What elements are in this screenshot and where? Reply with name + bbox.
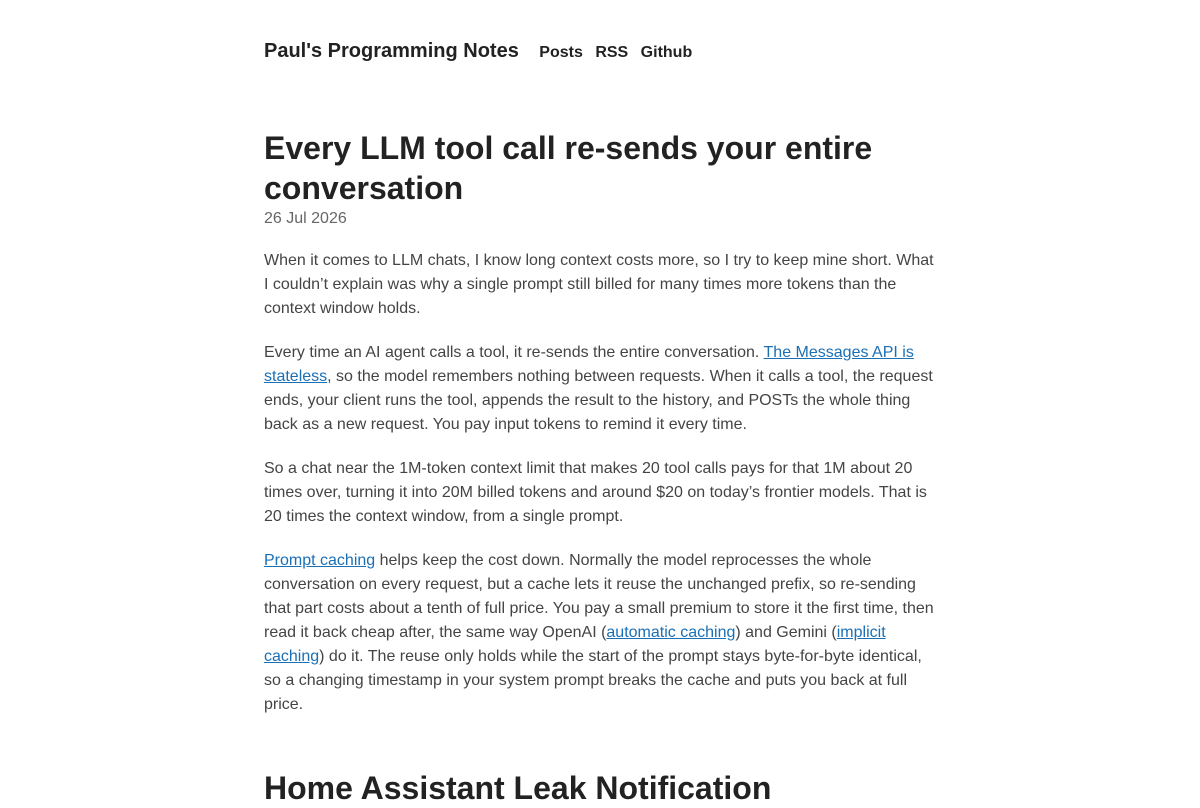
paragraph-3: So a chat near the 1M-token context limit that makes 20 tool calls pays for that 1M about 20 times over, turning it into 20M billed tokens and around $20 on today’s frontier models. That is 20 times the context window, from a single prompt.: [264, 460, 927, 525]
paragraph-4-text-a: helps keep the cost down. Normally the model reprocesses the whole conversation on every request, but a cache lets it reuse the unchanged prefix, so re-sending that part costs about a tenth of full price. You pay a small premium to store it the first time, then read it back cheap after, the same way OpenAI (: [264, 552, 934, 641]
nav-rss-link[interactable]: RSS: [595, 44, 629, 61]
paragraph-2-text-a: Every time an AI agent calls a tool, it re-sends the entire conversation.: [264, 344, 764, 361]
paragraph-2: [264, 341, 936, 437]
main-nav: [531, 44, 692, 61]
article-date: 26 Jul 2026: [264, 210, 347, 227]
paragraph-4: [264, 549, 936, 717]
nav-posts-link[interactable]: Posts: [539, 44, 583, 61]
article: [264, 128, 936, 717]
prompt-caching-link[interactable]: Prompt caching: [264, 552, 376, 569]
site-title-link[interactable]: Paul's Programming Notes: [264, 40, 519, 62]
implicit-caching-link[interactable]: implicit caching: [264, 624, 886, 665]
next-article-title: Home Assistant Leak Notification: [264, 770, 772, 806]
messages-api-stateless-link[interactable]: The Messages API is stateless: [264, 344, 914, 385]
site-header: [264, 40, 692, 63]
article-title: Every LLM tool call re-sends your entire conversation: [264, 130, 873, 206]
automatic-caching-link[interactable]: automatic caching: [606, 624, 736, 641]
nav-github-link[interactable]: Github: [640, 44, 693, 61]
paragraph-2-text-b: , so the model remembers nothing between requests. When it calls a tool, the request ends, your client runs the tool, appends the result to the history, and POSTs the whole thing back as a new request. You pay input tokens to remind it every time.: [264, 368, 933, 433]
next-article: [264, 768, 936, 808]
paragraph-1: When it comes to LLM chats, I know long context costs more, so I try to keep mine short. What I couldn’t explain was why a single prompt still billed for many times more tokens than the context window holds.: [264, 252, 934, 317]
paragraph-4-text-b: ) and Gemini (: [735, 624, 837, 641]
paragraph-4-text-c: ) do it. The reuse only holds while the start of the prompt stays byte-for-byte identical, so a changing timestamp in your system prompt breaks the cache and puts you back at full price.: [264, 648, 922, 713]
